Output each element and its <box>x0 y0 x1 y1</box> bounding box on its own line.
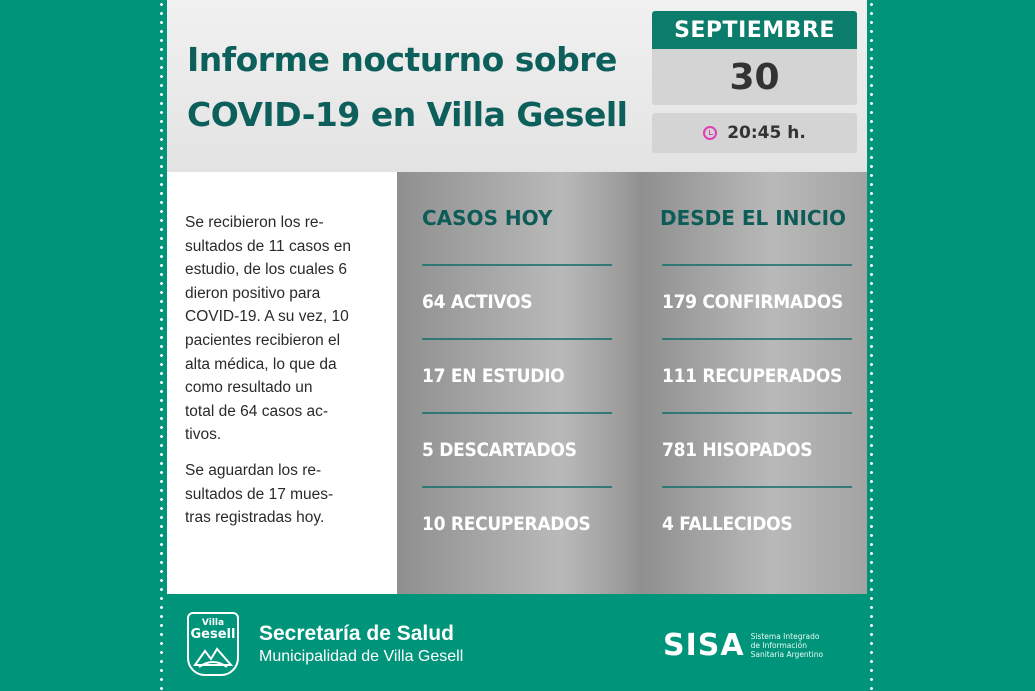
time-value: 20:45 h. <box>727 123 806 143</box>
date-box <box>652 11 857 153</box>
summary-line: como resultado un <box>185 379 313 397</box>
title-line-1: Informe nocturno sobre <box>187 40 617 79</box>
summary-line: Se aguardan los re- <box>185 462 322 479</box>
summary-line: sultados de 17 mues- <box>185 485 334 503</box>
summary-paragraph-2 <box>185 459 385 530</box>
divider <box>422 264 612 266</box>
since-start-column <box>662 172 852 560</box>
summary-line: estudio, de los cuales 6 <box>185 261 347 279</box>
summary-line: Se recibieron los re- <box>185 214 324 231</box>
divider <box>662 338 852 340</box>
date-month: SEPTIEMBRE <box>652 11 857 49</box>
footer <box>167 598 867 691</box>
today-stat-under-study: 17 EN ESTUDIO <box>422 365 565 387</box>
logo-text-gesell: Gesell <box>190 627 236 642</box>
summary-line: pacientes recibieron el <box>185 331 341 349</box>
divider <box>422 412 612 414</box>
total-stat-deaths: 4 FALLECIDOS <box>662 513 793 535</box>
divider <box>422 486 612 488</box>
today-heading: CASOS HOY <box>422 206 553 230</box>
sisa-desc-line: de Información <box>750 641 807 650</box>
summary-line: alta médica, lo que da <box>185 355 337 373</box>
total-stat-confirmed: 179 CONFIRMADOS <box>662 291 843 313</box>
summary-line: tras registradas hoy. <box>185 509 325 527</box>
villa-gesell-logo <box>187 612 239 676</box>
logo-text-villa: Villa <box>201 618 225 628</box>
department-block <box>259 622 463 666</box>
total-stat-swabs: 781 HISOPADOS <box>662 439 813 461</box>
summary-line: total de 64 casos ac- <box>185 402 329 420</box>
sisa-desc-line: Sistema Integrado <box>750 632 820 641</box>
divider <box>422 338 612 340</box>
today-stat-active: 64 ACTIVOS <box>422 291 533 313</box>
summary-line: COVID-19. A su vez, 10 <box>185 308 349 326</box>
title-line-2: COVID-19 en Villa Gesell <box>187 95 628 134</box>
report-header <box>167 0 867 172</box>
today-column <box>422 172 612 560</box>
total-stat-recovered: 111 RECUPERADOS <box>662 365 843 387</box>
department-name: Secretaría de Salud <box>259 622 454 645</box>
clock-icon <box>703 126 717 140</box>
dunes-icon <box>193 643 233 669</box>
sisa-logo <box>663 628 823 663</box>
divider <box>662 264 852 266</box>
summary-line: dieron positivo para <box>185 284 321 302</box>
since-start-heading: DESDE EL INICIO <box>660 206 847 230</box>
report-time <box>652 113 857 153</box>
municipality-name: Municipalidad de Villa Gesell <box>259 648 464 665</box>
divider <box>662 486 852 488</box>
dotted-border-left <box>160 0 163 691</box>
stats-panel <box>397 172 867 594</box>
sisa-description <box>751 632 823 659</box>
sisa-desc-line: Sanitaria Argentino <box>750 650 824 659</box>
date-day: 30 <box>652 49 857 105</box>
summary-line: tivos. <box>185 426 222 444</box>
today-stat-recovered: 10 RECUPERADOS <box>422 513 591 535</box>
summary-paragraph-1 <box>185 211 385 447</box>
report-title <box>187 32 627 142</box>
sisa-wordmark: SISA <box>663 628 745 663</box>
summary-line: sultados de 11 casos en <box>185 237 352 255</box>
divider <box>662 412 852 414</box>
report-card <box>167 0 867 691</box>
today-stat-discarded: 5 DESCARTADOS <box>422 439 577 461</box>
report-summary <box>167 172 397 594</box>
dotted-border-right <box>870 0 873 691</box>
